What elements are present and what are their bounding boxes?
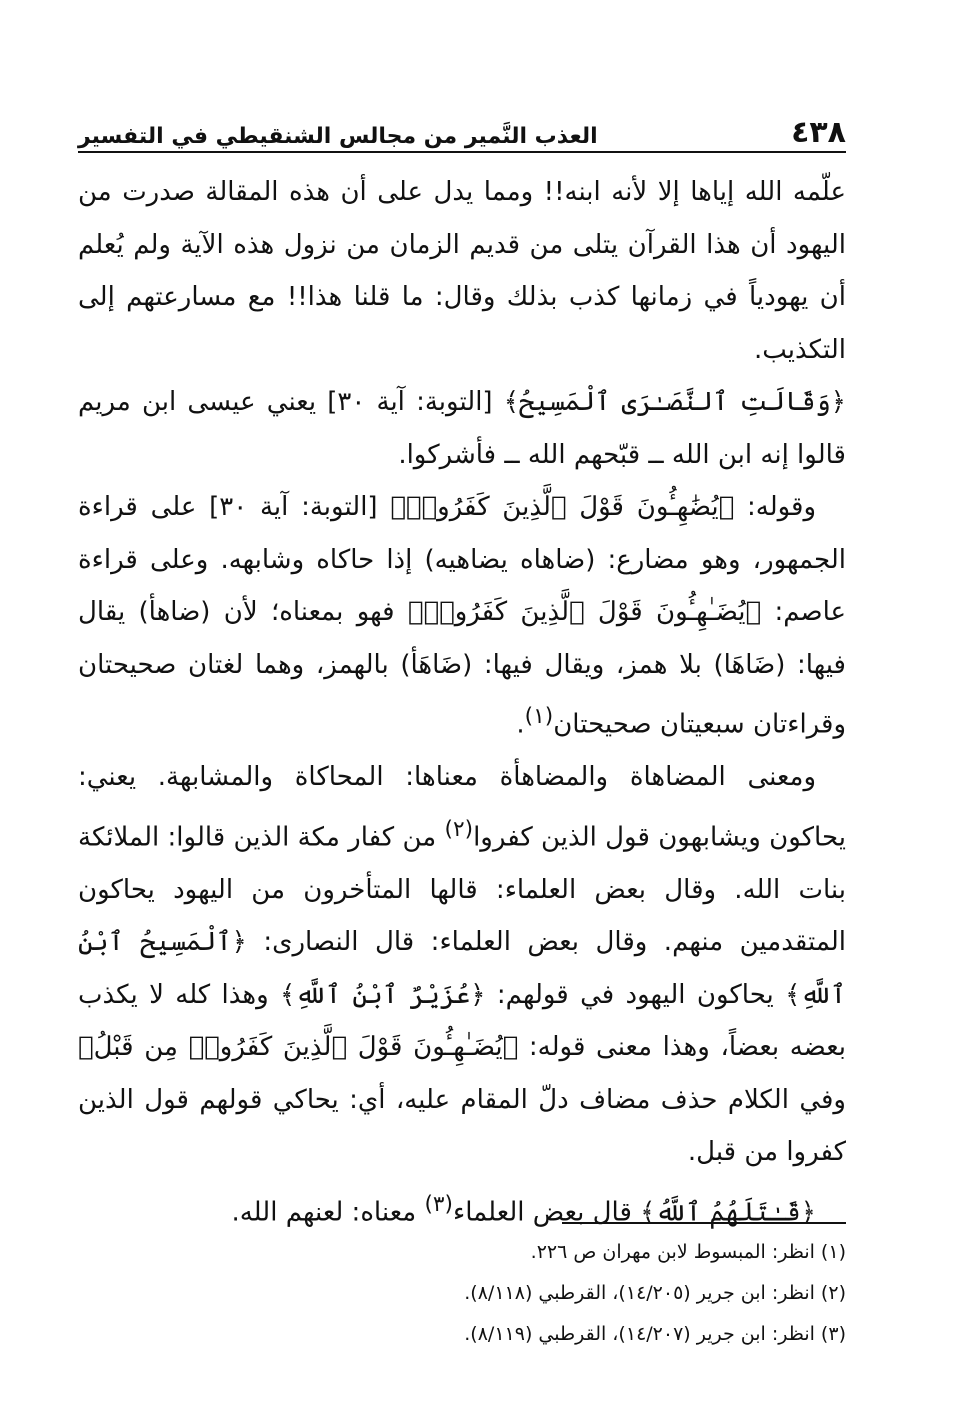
paragraph-text: وفي الكلام حذف مضاف دلّ المقام عليه، أي: يحاكي قولهم قول الذين كفروا من قبل. xyxy=(78,1084,846,1168)
footnote-ref[interactable]: (١) xyxy=(524,704,554,729)
running-title: العذب النَّمير من مجالس الشنقيطي في التفسير xyxy=(78,124,598,149)
footnote-ref[interactable]: (٣) xyxy=(424,1191,453,1217)
paragraph-text: . xyxy=(516,709,525,740)
paragraph xyxy=(78,166,846,376)
header-divider xyxy=(78,151,846,153)
paragraph xyxy=(78,1179,846,1239)
footnote: (١) انظر: المبسوط لابن مهران ص ٢٢٦. xyxy=(530,1241,846,1263)
quran-verse: ﴿يُضَـٰهِـُٔونَ قَوْلَ ٱلَّذِينَ كَفَرُوا۟ مِن قَبْلُ﴾ xyxy=(78,1032,519,1063)
paragraph-text: ومعنى المضاهاة والمضاهأة معناها: المحاكاة والمشابهة. يعني: يحاكون ويشابهون قول الذين كفروا xyxy=(78,762,846,853)
main-text xyxy=(78,166,846,1239)
paragraph xyxy=(78,751,846,1179)
footnote: (٢) انظر: ابن جرير (١٤/٢٠٥)، القرطبي (٨/١١٨). xyxy=(464,1282,846,1304)
page-header xyxy=(78,108,846,148)
paragraph-text: من كفار مكة الذين قالوا: الملائكة بنات الله. وقال بعض العلماء: قالها المتأخرون من اليهود يحاكون المتقدمين منهم. وقال بعض العلماء: قال النصارى: xyxy=(78,822,847,958)
paragraph-text: قال بعض العلماء xyxy=(453,1197,632,1228)
paragraph-text: وقوله: xyxy=(747,492,817,522)
quran-verse: ﴿قَـٰتَلَهُمُ ٱللَّهُ﴾ xyxy=(640,1197,816,1228)
paragraph xyxy=(78,481,846,751)
paragraph-text: فهو بمعناه؛ لأن (ضاهأ) يقال فيها: (ضَاهَا) بلا همز، ويقال فيها: (ضَاهَأ) بالهمز، وهما لغتان صحيحتان وقراءتان سبعيتان صحيحتان xyxy=(78,597,846,740)
paragraph-text: علّمه الله إياها إلا لأنه ابنه!! ومما يدل على أن هذه المقالة صدرت من اليهود أن هذا القرآن يتلى من قديم الزمان من نزول هذه الآية ولم يُعلم أن يهودياً في زمانها كذب بذلك وقال: ما قلنا هذا!! مع مسارعتهم إلى التكذيب. xyxy=(78,177,846,365)
paragraph-text: معناه: لعنهم الله. xyxy=(231,1197,417,1228)
footnote-ref[interactable]: (٢) xyxy=(444,816,474,842)
footnote: (٣) انظر: ابن جرير (١٤/٢٠٧)، القرطبي (٨/١١٩). xyxy=(464,1323,846,1345)
paragraph-text: [التوبة: آية ٣٠] يعني عيسى ابن مريم قالوا إنه ابن الله ــ قبّحهم الله ــ فأشركوا. xyxy=(78,387,846,470)
quran-verse: ﴿يُضَـٰهِـُٔونَ قَوْلَ ٱلَّذِينَ كَفَرُوا۟﴾ xyxy=(407,597,762,627)
page-number: ٤٣٨ xyxy=(791,115,846,150)
quran-verse: ﴿يُضَٰهِـُٔونَ قَوْلَ ٱلَّذِينَ كَفَرُوا۟﴾ xyxy=(390,492,735,522)
paragraph-text: يحاكون اليهود في قولهم: xyxy=(496,979,774,1010)
footnotes xyxy=(78,1232,846,1355)
paragraph xyxy=(78,376,846,481)
footnote-divider xyxy=(562,1222,846,1224)
paragraph-text: وهذا كله لا يكذب بعضه بعضاً، وهذا معنى قوله: xyxy=(78,979,847,1063)
paragraph-text: [التوبة: آية ٣٠] على قراءة الجمهور، وهو مضارع: (ضاهاه يضاهيه) إذا حاكاه وشابهه. وعلى قراءة عاصم: xyxy=(78,492,847,627)
quran-verse: ﴿ٱلْمَسِيحُ ٱبْنُ ٱللَّهِ﴾ xyxy=(78,927,847,1010)
quran-verse: ﴿عُزَيْرٌ ٱبْنُ ٱللَّهِ﴾ xyxy=(280,979,486,1010)
quran-verse: ﴿وَقَالَتِ ٱلنَّصَـٰرَى ٱلْمَسِيحُ﴾ xyxy=(503,387,847,417)
